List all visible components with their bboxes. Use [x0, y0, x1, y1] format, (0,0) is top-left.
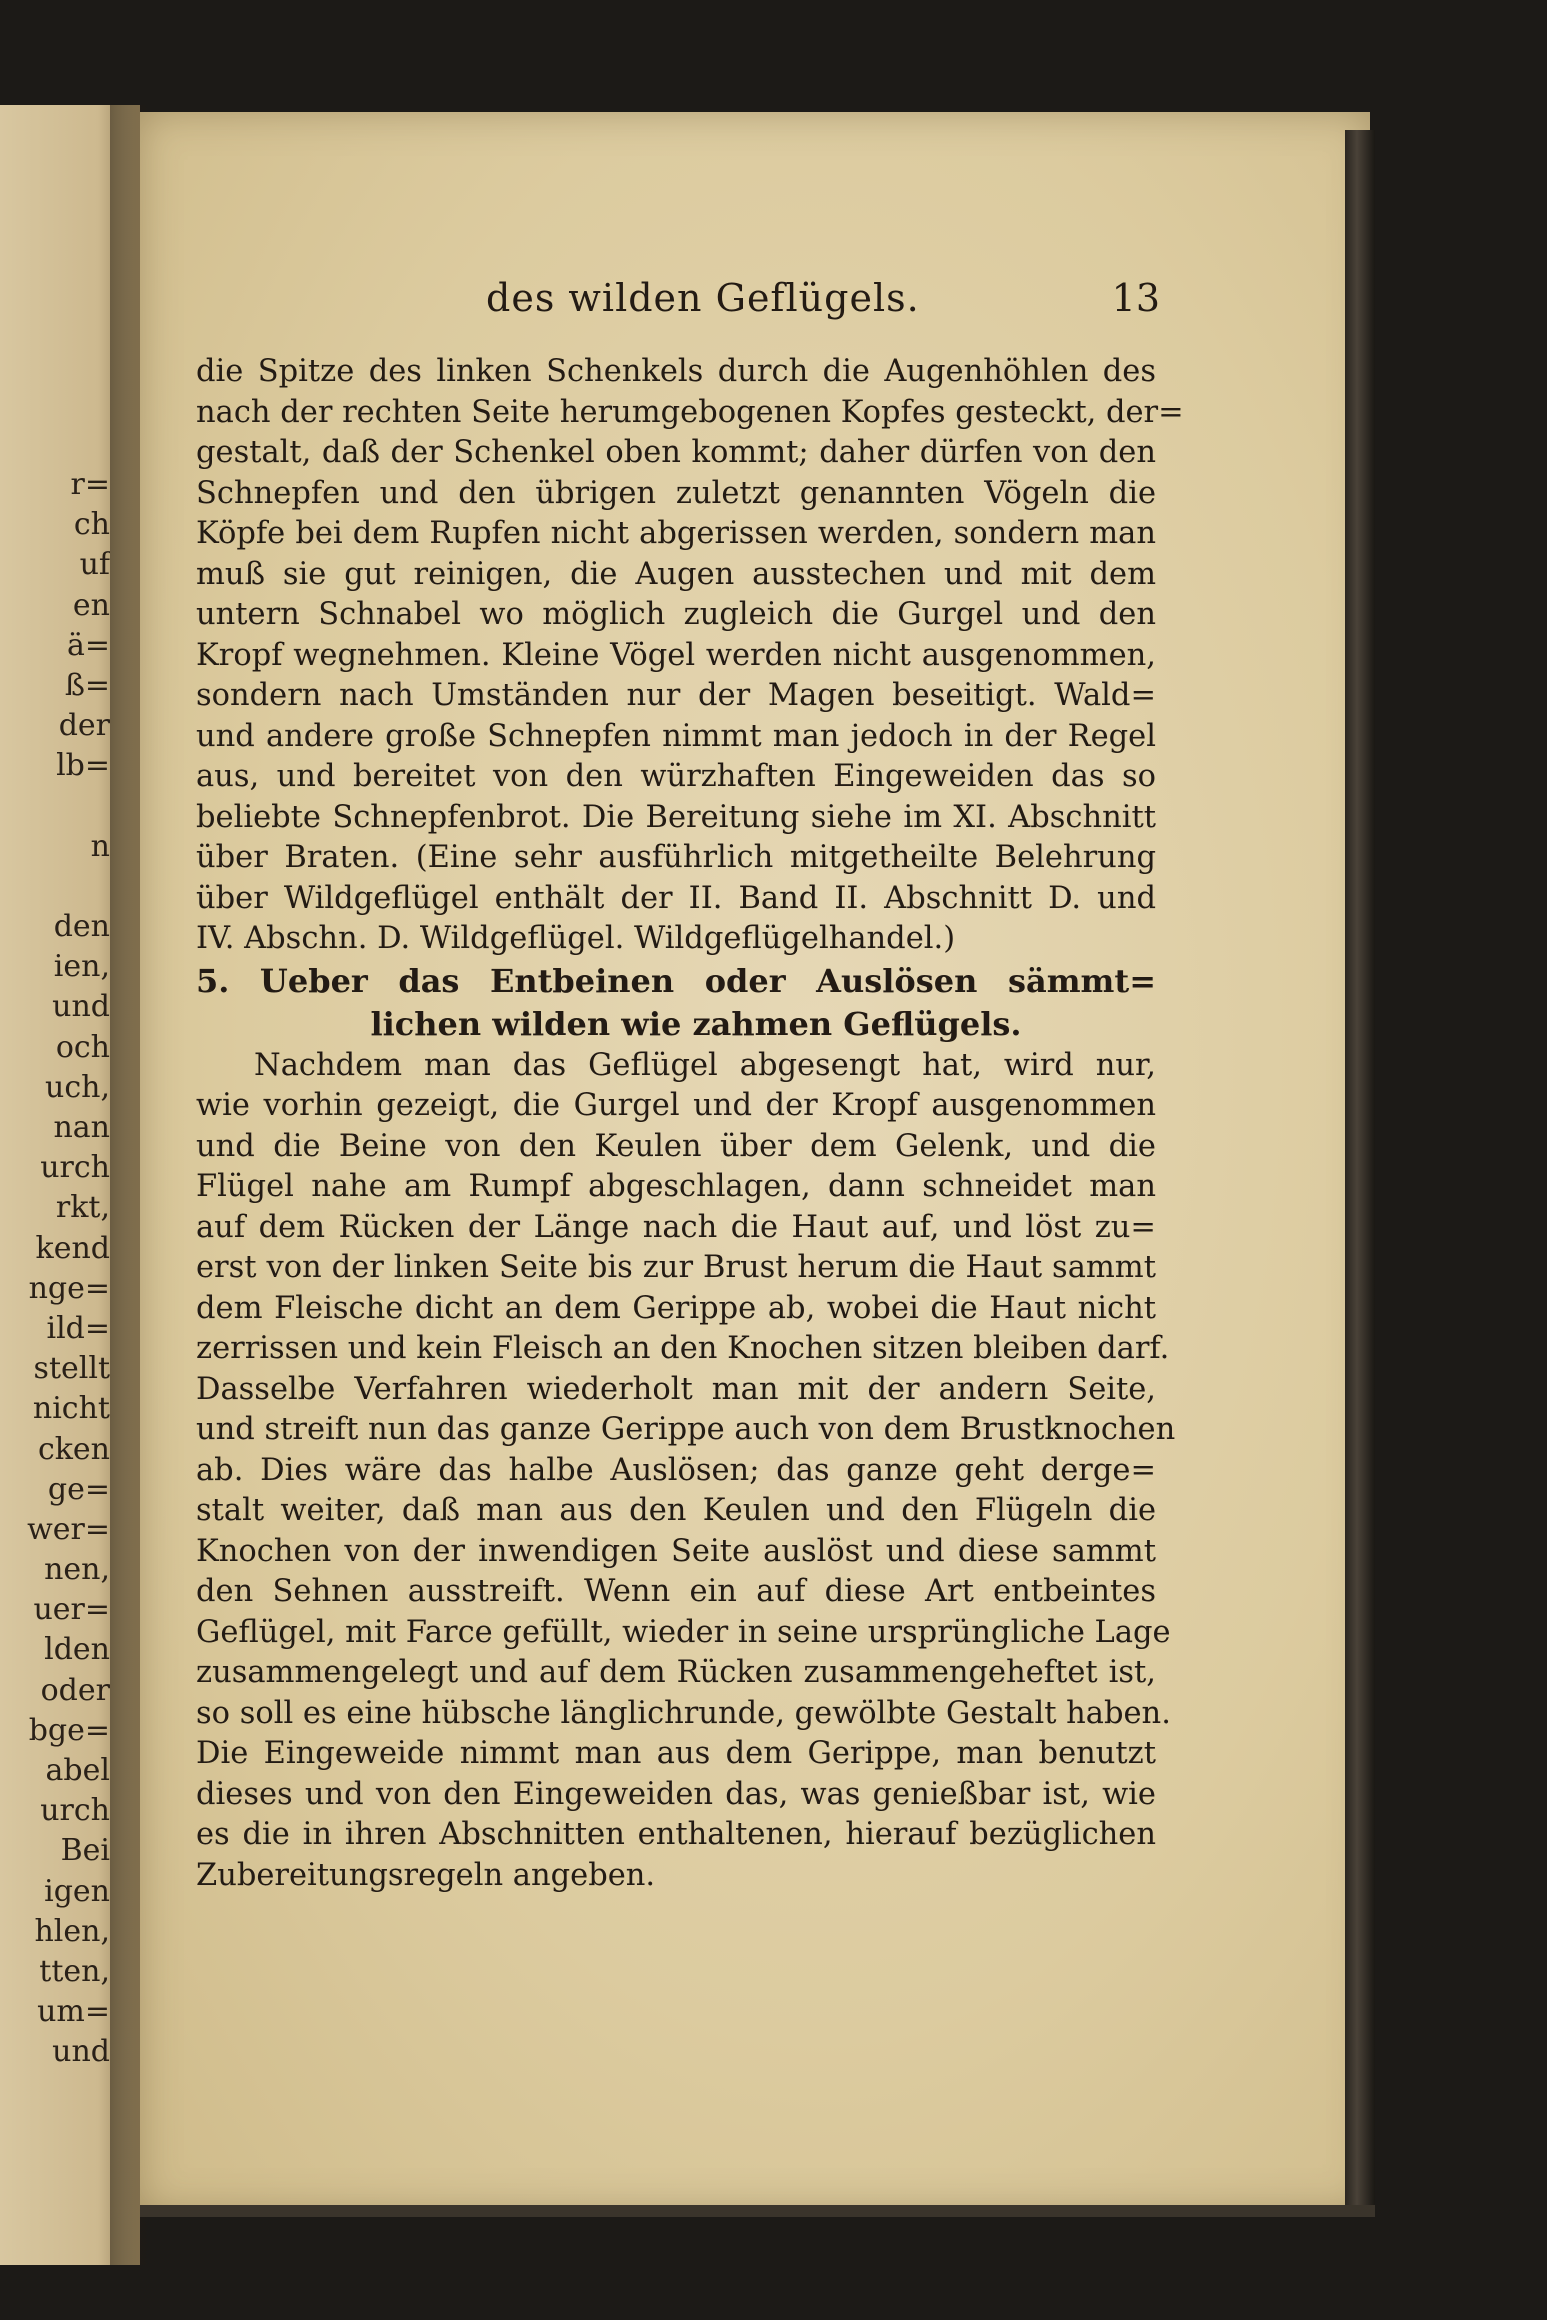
facing-page-fragment: cken	[37, 1431, 110, 1467]
facing-page-fragment: und	[52, 989, 110, 1025]
text-line: Flügel nahe am Rumpf abgeschlagen, dann schneidet man	[196, 1169, 1156, 1204]
facing-page-fragment: uf	[79, 547, 110, 583]
page-bottom-edge	[140, 2205, 1375, 2217]
text-line: sondern nach Umständen nur der Magen beseitigt. Wald=	[196, 678, 1156, 713]
facing-page-fragment: n	[90, 828, 110, 864]
facing-page-fragment: lden	[44, 1632, 110, 1668]
text-line: den Sehnen ausstreift. Wenn ein auf diese Art entbeintes	[196, 1574, 1156, 1609]
facing-page-fragment: kend	[35, 1230, 110, 1266]
text-line: Geflügel, mit Farce gefüllt, wieder in seine ursprüngliche Lage	[196, 1614, 1171, 1650]
text-line: untern Schnabel wo möglich zugleich die Gurgel und den	[196, 597, 1156, 632]
facing-page-fragment: uch,	[45, 1069, 110, 1105]
facing-page-fragment: uer=	[33, 1592, 110, 1628]
text-line: Nachdem man das Geflügel abgesengt hat, wird nur,	[254, 1047, 1156, 1083]
facing-page-fragment: oder	[40, 1672, 110, 1708]
text-line: beliebte Schnepfenbrot. Die Bereitung siehe im XI. Abschnitt	[196, 799, 1156, 835]
text-line: stalt weiter, daß man aus den Keulen und den Flügeln die	[196, 1493, 1156, 1528]
text-line: zusammengelegt und auf dem Rücken zusammengeheftet ist,	[196, 1655, 1156, 1690]
body-text	[196, 352, 1184, 1896]
text-line: und streift nun das ganze Gerippe auch von dem Brustknochen	[196, 1412, 1176, 1447]
facing-page-fragment: nan	[53, 1110, 110, 1145]
text-line: zerrissen und kein Fleisch an den Knochen sitzen bleiben darf.	[196, 1331, 1170, 1366]
facing-page-fragment: urch	[40, 1793, 110, 1829]
facing-page-fragment	[0, 867, 110, 907]
facing-page-fragment: nicht	[32, 1391, 110, 1427]
facing-page-fragment: Bei	[60, 1833, 110, 1869]
facing-page-fragment: abel	[45, 1753, 110, 1788]
facing-page-fragment: urch	[40, 1150, 110, 1186]
facing-page-fragment: ä=	[66, 627, 110, 663]
paragraph-1	[196, 352, 1184, 960]
facing-page-fragment: och	[55, 1029, 110, 1065]
page-content	[196, 262, 1184, 1896]
text-line: wie vorhin gezeigt, die Gurgel und der Kropf ausgenommen	[196, 1088, 1156, 1123]
text-line: dem Fleische dicht an dem Gerippe ab, wobei die Haut nicht	[196, 1290, 1156, 1326]
facing-page-fragment	[0, 787, 110, 827]
facing-page-fragment: ch	[73, 507, 110, 543]
facing-page-fragment: der	[58, 708, 110, 744]
facing-page-fragment: lb=	[56, 748, 110, 784]
facing-page-fragment: nen,	[44, 1552, 110, 1588]
text-line: dieses und von den Eingeweiden das, was genießbar ist, wie	[196, 1776, 1156, 1812]
text-line: und andere große Schnepfen nimmt man jedoch in der Regel	[196, 718, 1156, 754]
text-line: Kropf wegnehmen. Kleine Vögel werden nicht ausgenommen,	[196, 637, 1156, 673]
facing-page-fragment: ß=	[64, 667, 110, 703]
facing-page-fragment: wer=	[27, 1511, 110, 1547]
text-line: die Spitze des linken Schenkels durch die Augenhöhlen des	[196, 354, 1156, 389]
facing-page-fragment: en	[72, 587, 110, 623]
facing-page-fragment: r=	[70, 467, 110, 502]
text-line: erst von der linken Seite bis zur Brust herum die Haut sammt	[196, 1250, 1156, 1285]
text-line: Die Eingeweide nimmt man aus dem Gerippe, man benutzt	[196, 1736, 1156, 1771]
text-line: aus, und bereitet von den würzhaften Eingeweiden das so	[196, 759, 1156, 794]
text-line: muß sie gut reinigen, die Augen ausstechen und mit dem	[196, 556, 1156, 592]
text-line: so soll es eine hübsche länglichrunde, gewölbte Gestalt haben.	[196, 1695, 1171, 1731]
text-line: Zubereitungsregeln angeben.	[196, 1857, 656, 1893]
facing-page-fragment: stellt	[33, 1351, 110, 1387]
text-line: Dasselbe Verfahren wiederholt man mit der andern Seite,	[196, 1371, 1156, 1407]
facing-page-fragment: hlen,	[34, 1913, 110, 1949]
facing-page-fragment: nge=	[28, 1270, 110, 1306]
text-line: ab. Dies wäre das halbe Auslösen; das ganze geht derge=	[196, 1452, 1156, 1488]
section-heading	[196, 960, 1156, 1046]
heading-line: 5. Ueber das Entbeinen oder Auslösen sämmt=	[196, 961, 1156, 1000]
page-edge	[1345, 130, 1375, 2210]
text-line: und die Beine von den Keulen über dem Gelenk, und die	[196, 1128, 1156, 1164]
facing-page-fragment: bge=	[28, 1712, 110, 1748]
heading-line: lichen wilden wie zahmen Geflügels.	[370, 1004, 1022, 1043]
text-line: IV. Abschn. D. Wildgeflügel. Wildgeflügelhandel.)	[196, 921, 956, 956]
facing-page-fragment: tten,	[39, 1953, 110, 1989]
facing-page-fragment: rkt,	[55, 1190, 110, 1226]
text-line: es die in ihren Abschnitten enthaltenen, hierauf bezüglichen	[196, 1817, 1156, 1852]
facing-page-fragment: und	[52, 2034, 110, 2070]
text-line: Knochen von der inwendigen Seite auslöst und diese sammt	[196, 1533, 1156, 1569]
facing-page-fragment: ge=	[47, 1471, 110, 1507]
facing-page-fragment: um=	[37, 1994, 110, 2030]
paragraph-2	[196, 1046, 1176, 1897]
text-line: über Wildgeflügel enthält der II. Band II. Abschnitt D. und	[196, 880, 1156, 916]
text-line: nach der rechten Seite herumgebogenen Kopfes gesteckt, der=	[196, 394, 1184, 430]
text-line: auf dem Rücken der Länge nach die Haut auf, und löst zu=	[196, 1209, 1156, 1245]
text-line: Schnepfen und den übrigen zuletzt genannten Vögeln die	[196, 475, 1156, 511]
facing-page-fragment: igen	[44, 1873, 110, 1909]
facing-page-fragment: den	[53, 909, 110, 945]
page-number: 13	[1111, 276, 1160, 320]
facing-page-fragment: ild=	[46, 1310, 110, 1346]
running-title: des wilden Geflügels.	[486, 276, 920, 320]
text-line: gestalt, daß der Schenkel oben kommt; daher dürfen von den	[196, 435, 1156, 470]
facing-page-fragment: ien,	[53, 949, 110, 985]
page-header	[196, 262, 1160, 332]
text-line: Köpfe bei dem Rupfen nicht abgerissen werden, sondern man	[196, 516, 1156, 551]
text-line: über Braten. (Eine sehr ausführlich mitgetheilte Belehrung	[196, 840, 1156, 875]
facing-page-text	[0, 465, 110, 2073]
